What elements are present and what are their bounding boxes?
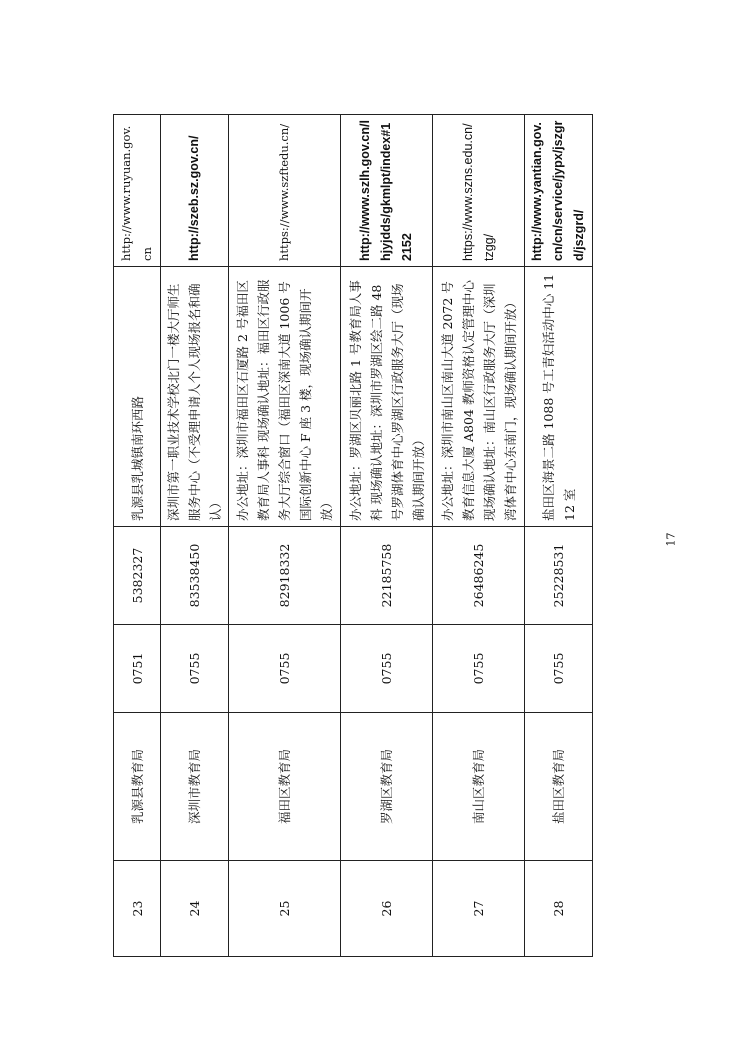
table-row: [341, 115, 433, 957]
cell-website[interactable]: http://www.ruyuan.gov.cn: [114, 115, 161, 267]
cell-address: 乳源县乳城镇南环西路: [114, 267, 161, 527]
cell-name: 罗湖区教育局: [341, 713, 433, 861]
cell-name: 南山区教育局: [433, 713, 525, 861]
cell-no: 24: [161, 861, 229, 957]
cell-area-code: 0755: [433, 625, 525, 713]
cell-phone: 5382327: [114, 527, 161, 625]
cell-website[interactable]: http://szeb.sz.gov.cn/: [161, 115, 229, 267]
table-row: [161, 115, 229, 957]
cell-phone: 26486245: [433, 527, 525, 625]
cell-no: 28: [525, 861, 593, 957]
cell-website[interactable]: http://www.yantian.gov.cn/cn/service/jypx/jszgrd/jszgrd/: [525, 115, 593, 267]
cell-phone: 22185758: [341, 527, 433, 625]
cell-name: 盐田区教育局: [525, 713, 593, 861]
cell-area-code: 0755: [525, 625, 593, 713]
page-number: 17: [664, 532, 678, 547]
cell-no: 23: [114, 861, 161, 957]
cell-address: 办公地址：深圳市福田区石厦路 2 号福田区教育局人事科 现场确认地址：福田区行政服务大厅综合窗口（福田区深南大道 1006 号国际创新中心 F 座 3 楼，现场确认期间开放）: [229, 267, 341, 527]
cell-phone: 82918332: [229, 527, 341, 625]
cell-address: 深圳市第一职业技术学校北门一楼大厅师生服务中心（不受理申请人个人现场报名和确认）: [161, 267, 229, 527]
cell-phone: 25228531: [525, 527, 593, 625]
cell-no: 27: [433, 861, 525, 957]
cell-area-code: 0755: [341, 625, 433, 713]
contact-table: [113, 114, 593, 957]
cell-area-code: 0755: [229, 625, 341, 713]
cell-name: 福田区教育局: [229, 713, 341, 861]
table-row: [433, 115, 525, 957]
cell-no: 26: [341, 861, 433, 957]
cell-name: 乳源县教育局: [114, 713, 161, 861]
table-row: [229, 115, 341, 957]
cell-address: 办公地址：深圳市南山区南山大道 2072 号教育信息大厦 A804 教师资格认定管理中心 现场确认地址：南山区行政服务大厅（深圳湾体育中心东南门，现场确认期间开放）: [433, 267, 525, 527]
cell-website[interactable]: http://www.szlh.gov.cn/lhjyjdds/gkmlpt/index#12152: [341, 115, 433, 267]
cell-area-code: 0751: [114, 625, 161, 713]
cell-area-code: 0755: [161, 625, 229, 713]
cell-website[interactable]: https://www.szftedu.cn/: [229, 115, 341, 267]
table-row: [114, 115, 161, 957]
cell-website[interactable]: https://www.szns.edu.cn/tzgg/: [433, 115, 525, 267]
table-row: [525, 115, 593, 957]
cell-phone: 83538450: [161, 527, 229, 625]
cell-no: 25: [229, 861, 341, 957]
cell-address: 盐田区海景二路 1088 号工青妇活动中心 1112 室: [525, 267, 593, 527]
cell-name: 深圳市教育局: [161, 713, 229, 861]
rotated-table-container: [113, 115, 586, 957]
cell-address: 办公地址：罗湖区贝丽北路 1 号教育局人事科 现场确认地址：深圳市罗湖区绘二路 48 号罗湖体育中心罗湖区行政服务大厅（现场确认期间开放）: [341, 267, 433, 527]
